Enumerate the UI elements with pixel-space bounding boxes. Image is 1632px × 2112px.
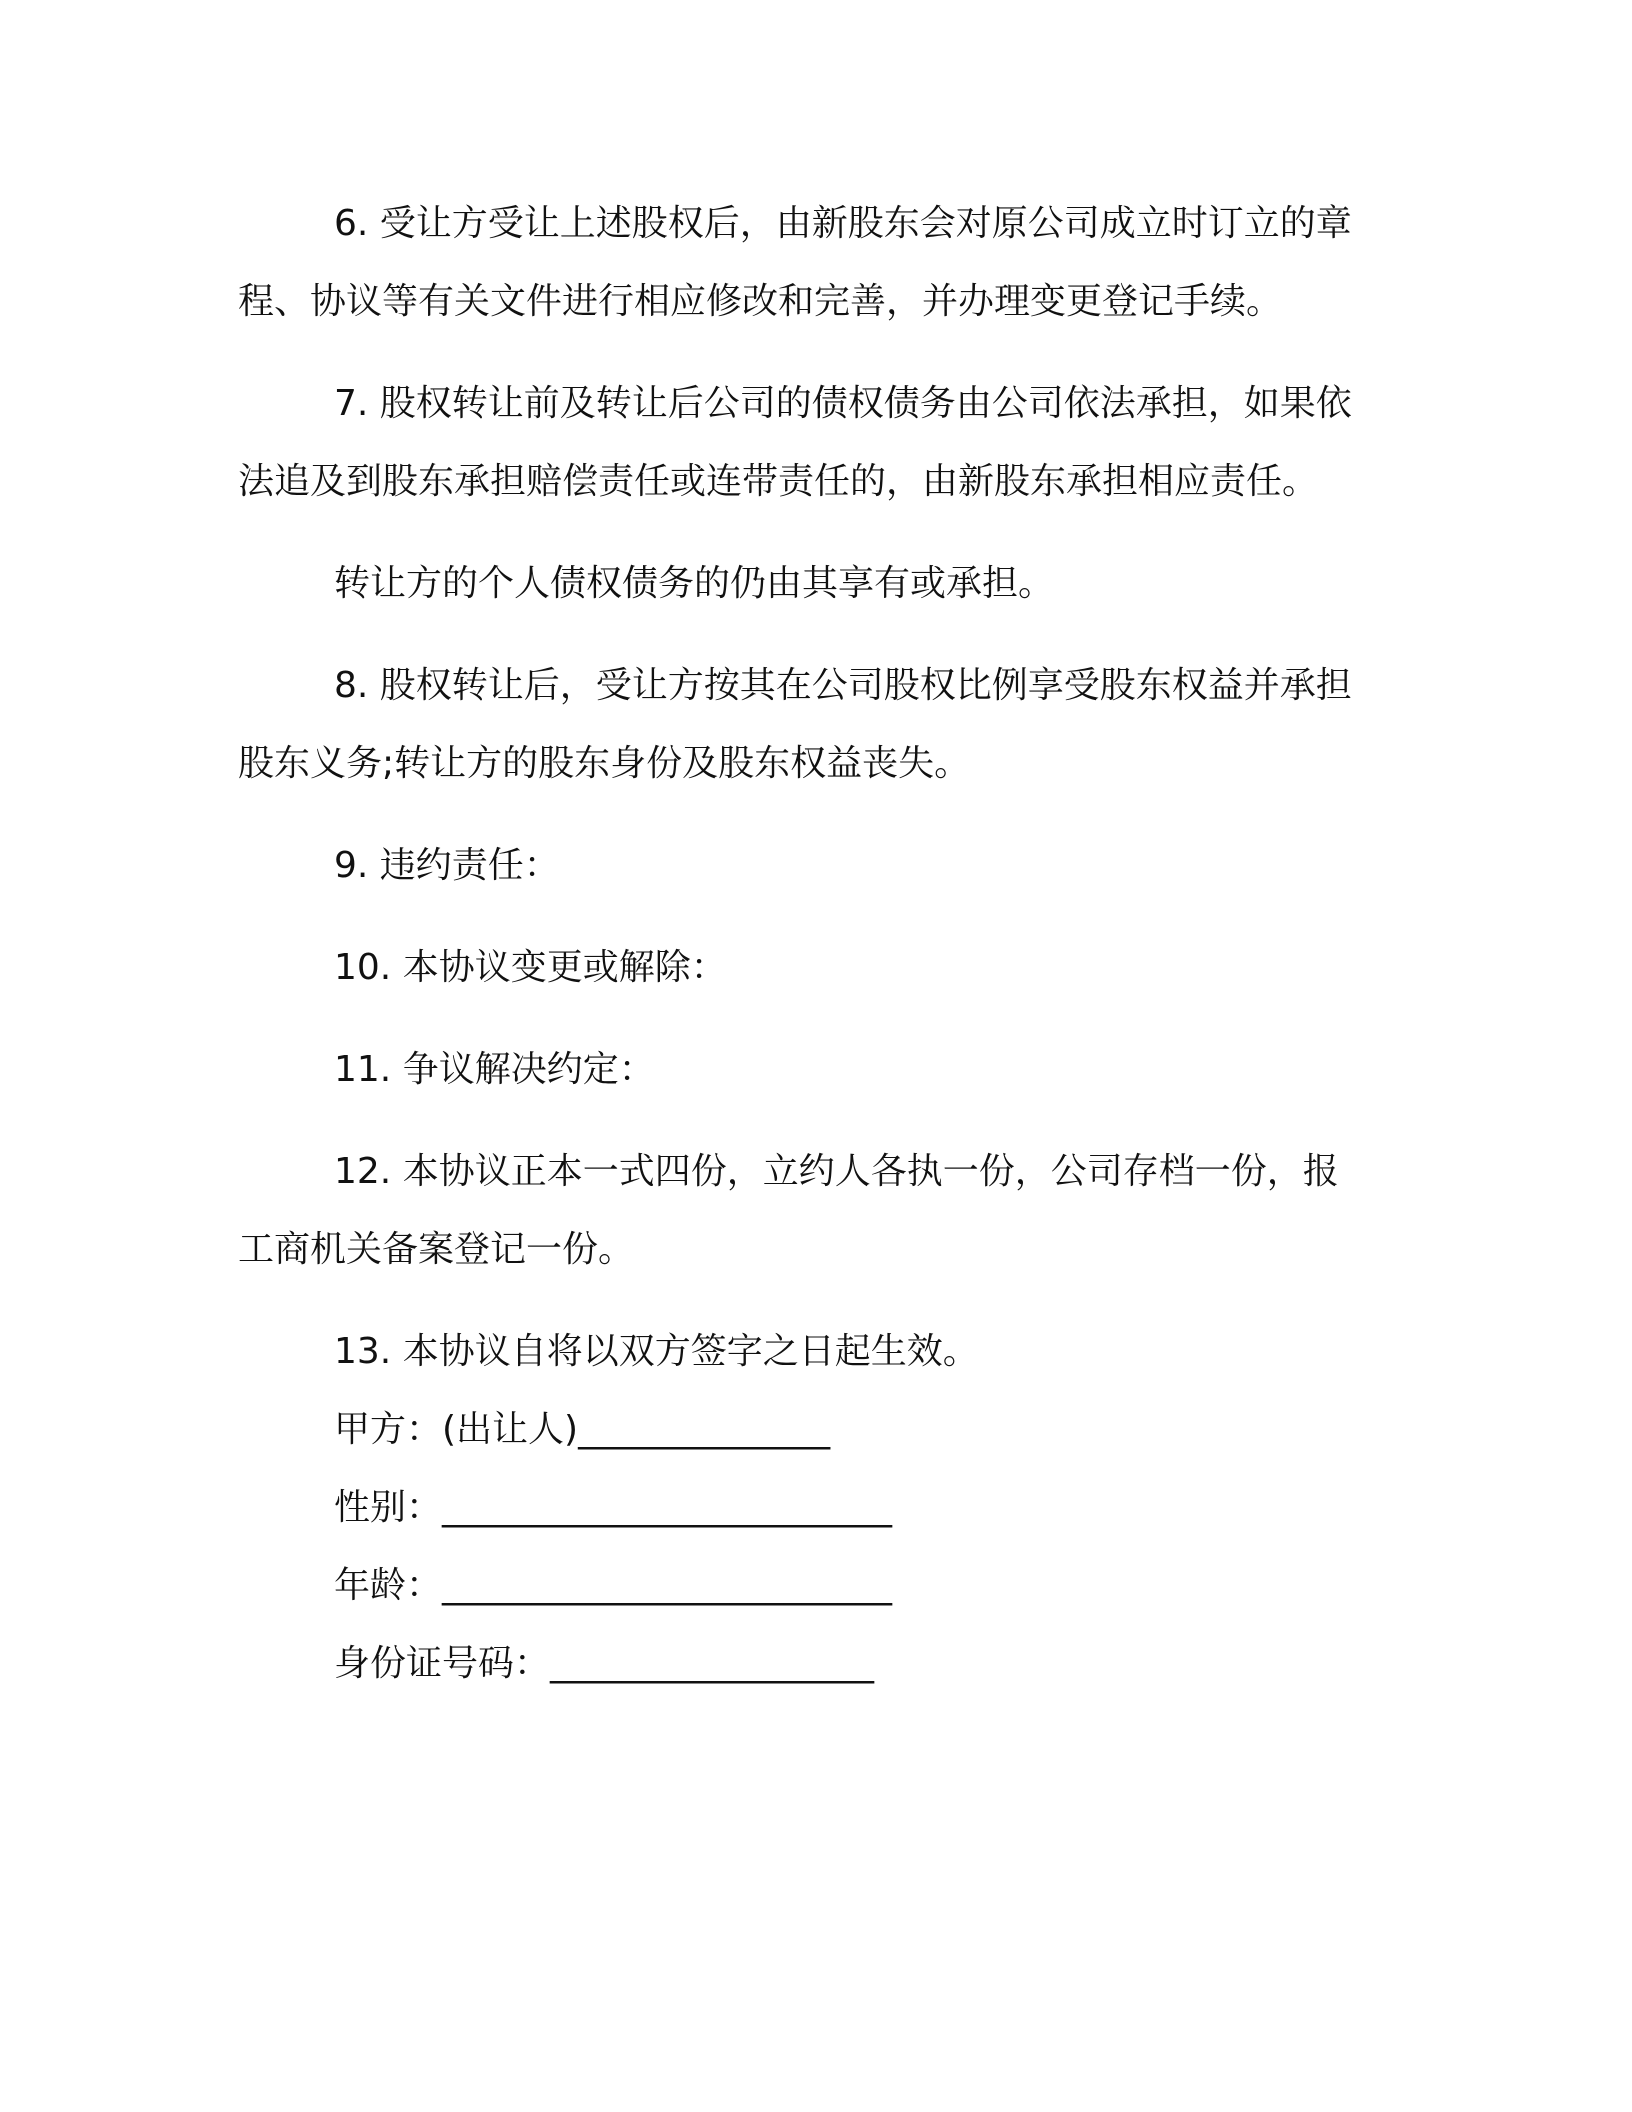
id-number-field: 身份证号码：__________________ xyxy=(334,1643,875,1684)
clause-6: 6. 受让方受让上述股权后，由新股东会对原公司成立时订立的章程、协议等有关文件进行相应修改和完善，并办理变更登记手续。 xyxy=(238,203,1352,322)
clause-7-note: 转让方的个人债权债务的仍由其享有或承担。 xyxy=(334,563,1055,604)
document-body xyxy=(238,185,1374,1703)
clause-8: 8. 股权转让后，受让方按其在公司股权比例享受股东权益并承担股东义务;转让方的股东身份及股东权益丧失。 xyxy=(238,665,1352,784)
clause-11: 11. 争议解决约定： xyxy=(334,1049,655,1090)
clause-9: 9. 违约责任： xyxy=(334,845,560,886)
clause-10: 10. 本协议变更或解除： xyxy=(334,947,727,988)
clause-7: 7. 股权转让前及转让后公司的债权债务由公司依法承担，如果依法追及到股东承担赔偿责任或连带责任的，由新股东承担相应责任。 xyxy=(238,383,1352,502)
age-field: 年龄：_________________________ xyxy=(334,1565,893,1606)
clause-13: 13. 本协议自将以双方签字之日起生效。 xyxy=(334,1331,979,1372)
clause-12: 12. 本协议正本一式四份，立约人各执一份，公司存档一份，报工商机关备案登记一份。 xyxy=(238,1151,1339,1270)
party-a-field: 甲方：(出让人)______________ xyxy=(334,1409,831,1450)
gender-field: 性别：_________________________ xyxy=(334,1487,893,1528)
